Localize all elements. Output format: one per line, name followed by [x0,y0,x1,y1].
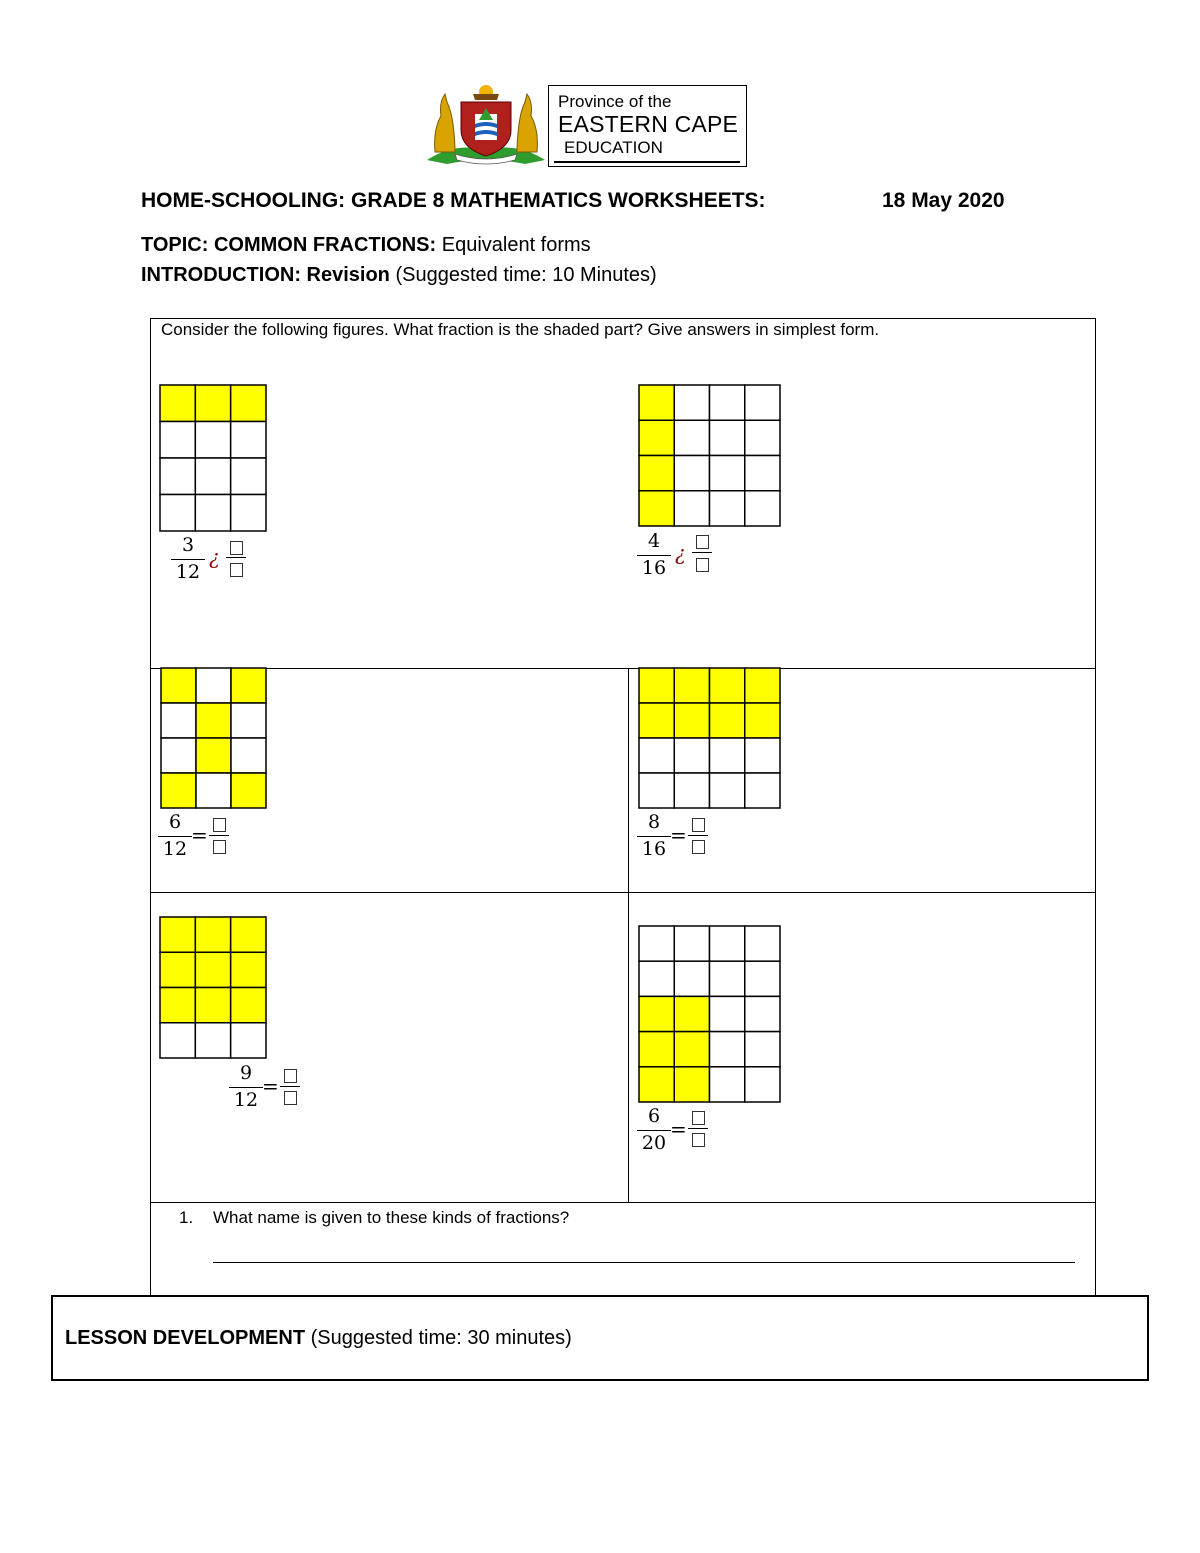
empty-cell [195,495,230,532]
empty-cell [710,738,745,773]
shaded-cell [674,996,709,1031]
empty-cell [231,422,266,459]
empty-cell [710,456,745,491]
shaded-cell [160,952,195,987]
empty-cell [674,738,709,773]
fraction-grid-1 [160,385,266,531]
empty-cell [745,1032,780,1067]
empty-cell [745,961,780,996]
empty-cell [674,961,709,996]
empty-cell [710,491,745,526]
shaded-cell [161,668,196,703]
empty-cell [710,996,745,1031]
fraction-grid-6 [639,926,780,1102]
empty-cell [745,773,780,808]
empty-cell [195,458,230,495]
empty-cell [674,491,709,526]
shaded-cell [639,456,674,491]
empty-cell [231,1023,266,1058]
empty-cell [710,1032,745,1067]
empty-cell [231,458,266,495]
shaded-cell [196,738,231,773]
empty-cell [710,1067,745,1102]
table-column-divider [628,668,629,1203]
shaded-cell [231,668,266,703]
relation-symbol: ¿ [209,545,220,569]
empty-cell [639,961,674,996]
lesson-value: (Suggested time: 30 minutes) [305,1327,572,1349]
shaded-cell [639,703,674,738]
empty-cell [710,385,745,420]
province-underline [554,161,740,163]
answer-numerator-box[interactable] [230,541,243,555]
shaded-cell [161,773,196,808]
topic-value: Equivalent forms [436,234,591,256]
answer-fraction-bar [688,1128,708,1129]
fraction-denominator: 16 [641,838,667,860]
empty-cell [195,1023,230,1058]
empty-cell [745,926,780,961]
empty-cell [195,422,230,459]
empty-cell [674,456,709,491]
fraction-bar [158,836,192,837]
answer-denominator-box[interactable] [692,1133,705,1147]
answer-denominator-box[interactable] [213,840,226,854]
empty-cell [745,385,780,420]
empty-cell [639,926,674,961]
empty-cell [161,703,196,738]
shaded-cell [674,703,709,738]
shaded-cell [710,703,745,738]
shaded-cell [231,385,266,422]
empty-cell [745,738,780,773]
instructions-text: Consider the following figures. What fraction is the shaded part? Give answers in simplest form. [161,320,880,339]
shaded-cell [639,491,674,526]
empty-cell [196,668,231,703]
fraction-grid-5 [160,917,266,1058]
answer-fraction-bar [209,835,229,836]
answer-denominator-box[interactable] [230,563,243,577]
answer-numerator-box[interactable] [696,535,709,549]
fraction-grid-4 [639,668,780,808]
lesson-label: LESSON DEVELOPMENT [65,1327,306,1349]
province-logo-box [548,85,747,167]
shaded-cell [160,385,195,422]
fraction-denominator: 12 [162,838,188,860]
answer-numerator-box[interactable] [692,818,705,832]
topic-line [141,234,591,257]
empty-cell [639,738,674,773]
worksheet-date: 18 May 2020 [882,189,1005,212]
empty-cell [674,420,709,455]
table-row-divider [150,1202,1096,1203]
shaded-cell [160,917,195,952]
empty-cell [231,703,266,738]
empty-cell [674,773,709,808]
relation-symbol: = [191,823,208,847]
answer-denominator-box[interactable] [284,1091,297,1105]
empty-cell [639,773,674,808]
empty-cell [745,996,780,1031]
empty-cell [710,420,745,455]
fraction-grid-3 [161,668,266,808]
fraction-denominator: 12 [233,1089,259,1111]
empty-cell [745,456,780,491]
province-line2: EASTERN CAPE [558,111,739,137]
answer-denominator-box[interactable] [692,840,705,854]
empty-cell [710,773,745,808]
empty-cell [161,738,196,773]
shaded-cell [231,917,266,952]
province-line3: EDUCATION [564,138,663,157]
shaded-cell [195,988,230,1023]
table-row-divider [150,668,1096,669]
shaded-cell [639,1067,674,1102]
shaded-cell [231,952,266,987]
relation-symbol: = [262,1074,279,1098]
answer-fraction-bar [688,835,708,836]
introduction-line [141,264,657,287]
shaded-cell [674,1032,709,1067]
shaded-cell [160,988,195,1023]
province-line1: Province of the [558,92,672,111]
fraction-bar [229,1087,263,1088]
fraction-denominator: 12 [175,561,201,583]
table-border-right [1095,318,1096,1295]
answer-fraction-bar [226,557,246,558]
table-border-top [150,318,1096,319]
answer-numerator-box[interactable] [284,1069,297,1083]
fraction-bar [637,555,671,556]
table-border-left [150,318,151,1295]
answer-fraction-bar [280,1086,300,1087]
shaded-cell [195,952,230,987]
shaded-cell [195,917,230,952]
shaded-cell [196,703,231,738]
shaded-cell [639,996,674,1031]
shaded-cell [745,703,780,738]
fraction-denominator: 20 [641,1132,667,1154]
shaded-cell [639,420,674,455]
intro-value: (Suggested time: 10 Minutes) [389,264,657,286]
fraction-numerator: 9 [239,1062,253,1084]
empty-cell [196,773,231,808]
answer-denominator-box[interactable] [696,558,709,572]
intro-label: INTRODUCTION: Revision [141,264,390,286]
empty-cell [231,738,266,773]
coat-of-arms-logo [425,80,547,166]
shaded-cell [674,668,709,703]
shaded-cell [639,668,674,703]
empty-cell [160,422,195,459]
empty-cell [710,961,745,996]
shaded-cell [195,385,230,422]
shaded-cell [745,668,780,703]
answer-numerator-box[interactable] [692,1111,705,1125]
fraction-numerator: 4 [647,530,661,552]
fraction-denominator: 16 [641,557,667,579]
fraction-bar [171,559,205,560]
empty-cell [231,495,266,532]
shaded-cell [639,385,674,420]
question-number: 1. [179,1208,194,1227]
answer-line[interactable] [213,1262,1075,1263]
relation-symbol: ¿ [675,541,686,565]
shaded-cell [674,1067,709,1102]
worksheet-title: HOME-SCHOOLING: GRADE 8 MATHEMATICS WORKSHEETS: [141,189,766,212]
empty-cell [745,491,780,526]
fraction-grid-2 [639,385,780,526]
table-row-divider [150,892,1096,893]
relation-symbol: = [670,823,687,847]
topic-label: TOPIC: COMMON FRACTIONS: [141,234,437,256]
shaded-cell [710,668,745,703]
answer-fraction-bar [692,552,712,553]
fraction-bar [637,1130,671,1131]
fraction-numerator: 6 [647,1105,661,1127]
empty-cell [710,926,745,961]
empty-cell [745,420,780,455]
answer-numerator-box[interactable] [213,818,226,832]
shaded-cell [231,773,266,808]
empty-cell [160,1023,195,1058]
relation-symbol: = [670,1117,687,1141]
empty-cell [674,385,709,420]
shaded-cell [639,1032,674,1067]
shaded-cell [231,988,266,1023]
empty-cell [745,1067,780,1102]
fraction-numerator: 8 [647,811,661,833]
question-text: What name is given to these kinds of fractions? [213,1208,570,1227]
empty-cell [160,495,195,532]
fraction-numerator: 3 [181,534,195,556]
empty-cell [160,458,195,495]
fraction-numerator: 6 [168,811,182,833]
lesson-development-box [51,1295,1149,1381]
lesson-development-line [65,1327,572,1350]
empty-cell [674,926,709,961]
fraction-bar [637,836,671,837]
